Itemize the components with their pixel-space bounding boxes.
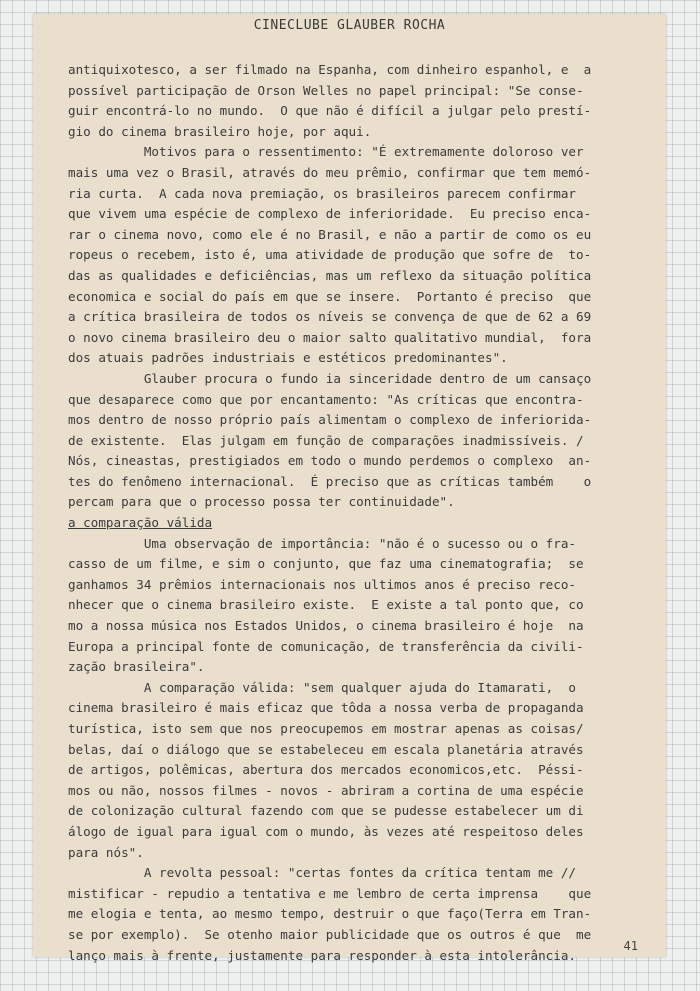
text-line: tes do fenômeno internacional. É preciso que as críticas também o [68, 473, 592, 489]
text-line: a crítica brasileira de todos os níveis se convença de que de 62 a 69 [68, 309, 592, 325]
text-line: para nós". [68, 844, 144, 860]
text-line: mo a nossa música nos Estados Unidos, o cinema brasileiro é hoje na [68, 618, 584, 634]
text-line: possível participação de Orson Welles no papel principal: "Se conse- [68, 82, 584, 98]
text-line: antiquixotesco, a ser filmado na Espanha, com dinheiro espanhol, e a [68, 62, 592, 77]
text-line: de colonização cultural fazendo com que se pudesse estabelecer um di [68, 803, 584, 819]
text-line: Motivos para o ressentimento: "É extremamente doloroso ver [68, 144, 584, 160]
text-line: turística, isto sem que nos preocupemos em mostrar apenas as coisas/ [68, 721, 584, 736]
text-line: A revolta pessoal: "certas fontes da crítica tentam me // [68, 865, 576, 881]
text-line: Uma observação de importância: "não é o sucesso ou o fra- [68, 535, 576, 551]
text-line: Nós, cineastas, prestigiados em todo o mundo perdemos o complexo an- [68, 453, 592, 469]
text-line: ganhamos 34 prêmios internacionais nos ultimos anos é preciso reco- [68, 576, 576, 592]
text-line: se por exemplo). Se otenho maior publicidade que os outros é que me [68, 926, 592, 942]
text-line: guir encontrá-lo no mundo. O que não é difícil a julgar pelo prestí- [68, 103, 592, 119]
text-line: cinema brasileiro é mais eficaz que tôda a nossa verba de propaganda [68, 700, 584, 716]
text-line: economica e social do país em que se insere. Portanto é preciso que [68, 288, 592, 304]
text-line: mos ou não, nossos filmes - novos - abriram a cortina de uma espécie [68, 782, 584, 798]
text-line: ria curta. A cada nova premiação, os brasileiros parecem confirmar [68, 185, 576, 201]
text-line: Glauber procura o fundo ia sinceridade dentro de um cansaço [68, 370, 592, 386]
text-line: mistificar - repudio a tentativa e me lembro de certa imprensa que [68, 885, 592, 901]
text-line: percam para que o processo possa ter continuidade". [68, 494, 455, 510]
page-number: 41 [623, 939, 638, 953]
text-line: que vivem uma espécie de complexo de inferioridade. Eu preciso enca- [68, 206, 592, 222]
page-header: CINECLUBE GLAUBER ROCHA [253, 18, 446, 33]
text-line: o novo cinema brasileiro deu o maior salto qualitativo mundial, fora [68, 329, 592, 345]
text-line: ropeus o recebem, isto é, uma atividade de produção que sofre de to- [68, 247, 592, 263]
text-line: mos dentro de nosso próprio país alimentam o complexo de inferiorida- [68, 412, 592, 428]
text-line: nhecer que o cinema brasileiro existe. E existe a tal ponto que, co [68, 597, 584, 613]
text-line: lanço mais à frente, justamente para responder à esta intolerância. [68, 947, 576, 963]
text-line: de artigos, polêmicas, abertura dos mercados economicos,etc. Péssi- [68, 762, 584, 778]
text-line: me elogia e tenta, ao mesmo tempo, destruir o que faço(Terra em Tran- [68, 906, 592, 922]
text-line: casso de um filme, e sim o conjunto, que faz uma cinematografia; se [68, 556, 584, 572]
document-page [33, 14, 666, 963]
text-line: das as qualidades e deficiências, mas um reflexo da situação política [68, 267, 592, 283]
text-line: zação brasileira". [68, 659, 205, 675]
text-line: belas, daí o diálogo que se estabeleceu em escala planetária através [68, 741, 584, 757]
body-text [68, 60, 628, 966]
text-line: rar o cinema novo, como ele é no Brasil, e não a partir de como os eu [68, 226, 592, 242]
text-line: que desaparece como que por encantamento: "As críticas que encontra- [68, 391, 584, 407]
text-line: Europa a principal fonte de comunicação, de transferência da civili- [68, 638, 584, 654]
text-line: dos atuais padrões industriais e estéticos predominantes". [68, 350, 508, 366]
text-line: de existente. Elas julgam em função de comparações inadmissíveis. / [68, 432, 584, 448]
text-line: mais uma vez o Brasil, através do meu prêmio, confirmar que tem memó- [68, 164, 592, 180]
text-line: álogo de igual para igual com o mundo, às vezes até respeitoso deles [68, 823, 584, 839]
section-heading: a comparação válida [68, 515, 213, 531]
text-line: A comparação válida: "sem qualquer ajuda do Itamarati, o [68, 679, 576, 695]
text-line: gio do cinema brasileiro hoje, por aqui. [68, 123, 372, 139]
